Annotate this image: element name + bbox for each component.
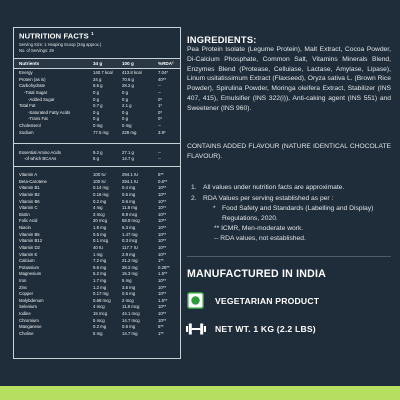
rda-value: 1*: [158, 103, 163, 109]
table-row: [14, 264, 180, 271]
nutrition-title: NUTRITION FACTS $^1$: [19, 31, 94, 41]
table-row: [14, 83, 180, 90]
nutrient-name: Essential Amino Acids: [19, 149, 62, 155]
per-100g-value: 27.1 g: [122, 149, 134, 155]
ingredients-heading: INGREDIENTS:: [187, 34, 257, 45]
table-row: [14, 291, 180, 298]
nutrient-name: Vitamin A: [19, 172, 38, 178]
rda-value: 10**: [158, 311, 167, 317]
nutrient-name: -Trans Fat: [28, 116, 48, 122]
nutrient-name: Vitamin B12: [19, 238, 43, 244]
per-100g-value: 0 g: [122, 116, 128, 122]
header-per-100g: 100 g: [122, 61, 134, 66]
rda-value: 10**: [158, 198, 167, 204]
nutrient-name: Energy: [19, 70, 33, 76]
per-serving-value: 4 mcg: [93, 304, 105, 310]
table-row: [14, 324, 180, 331]
note-2c: -- RDA values, not established.: [214, 235, 306, 242]
rda-value: 10**: [158, 244, 167, 250]
per-serving-value: 1.8 mg: [93, 225, 107, 231]
per-100g-value: 2.9 mg: [122, 251, 136, 257]
nutrient-name: Zinc: [19, 284, 28, 290]
rda-value: 7.04*: [158, 70, 169, 76]
ingredients-text: Pea Protein Isolate (Legume Protein), Malt Extract, Cocoa Powder, Di-Calcium Phosphate, Common Salt, Vitamins Minerals Blend, Enzymes Blend (Protease, Cellulase, Lactase, Amylase, Lipase), Linum usitatissimum Extract (Flaxseed), Oryza sativa L. (Brown Rice Powder), Spirulina Powder, Moringa oleifera Extract, Stabilizer (INS 407, 415), Emulsifier (INS 322(i)), Anti-caking agent (INS 551) and Sweetener (INS 960).: [187, 46, 391, 112]
per-serving-value: 100 IU: [93, 178, 106, 184]
per-100g-value: 8.8 mcg: [122, 211, 138, 217]
per-100g-value: 70.6 g: [122, 76, 134, 82]
note-2a-line1: Food Safety and Standards (Labelling and Display): [222, 205, 374, 212]
rda-value: 10**: [158, 185, 167, 191]
manufactured-in: MANUFACTURED IN INDIA: [187, 268, 326, 280]
per-serving-value: 100 IU: [93, 172, 106, 178]
per-100g-value: 413.8 kcal: [122, 70, 142, 76]
nutrient-name: Copper: [19, 291, 34, 297]
net-weight: NET WT. 1 KG (2.2 LBS): [215, 324, 316, 334]
per-100g-value: 5 mg: [122, 278, 132, 283]
nutrient-name: Total Fat: [19, 103, 36, 109]
per-serving-value: 0.68 mcg: [93, 297, 111, 303]
table-row: [14, 109, 180, 116]
rda-value: 1.5**: [158, 297, 168, 303]
per-100g-value: 294.1 IU: [122, 172, 139, 178]
rda-value: 10**: [158, 284, 167, 290]
table-row: [14, 271, 180, 278]
table-row: [14, 172, 180, 179]
nutrient-name: -Saturated Fatty Acids: [28, 109, 71, 115]
section-divider: [14, 166, 180, 167]
rda-value: 1.5**: [158, 271, 168, 277]
rda-value: 10**: [158, 218, 167, 224]
table-row: [14, 311, 180, 318]
header-rda: %RDA²: [158, 61, 174, 66]
table-row: [14, 258, 180, 265]
per-serving-value: 9.6 g: [93, 83, 103, 89]
table-row: [14, 211, 180, 218]
rda-value: 10**: [158, 211, 167, 217]
per-serving-value: 0.16 mg: [93, 191, 109, 197]
rda-value: --: [158, 149, 161, 155]
table-row: [14, 116, 180, 123]
per-serving-value: 0.5 mg: [93, 231, 107, 237]
rda-value: 10**: [158, 291, 167, 297]
note-2a-mark: *: [213, 205, 216, 212]
rda-value: 10**: [158, 225, 167, 231]
rda-value: 0*: [158, 116, 163, 122]
table-row: [14, 218, 180, 225]
per-100g-value: 228 mg: [122, 129, 137, 135]
nutrition-facts-panel: [13, 27, 181, 359]
rda-value: --: [158, 156, 161, 162]
nutrient-name: Sodium: [19, 129, 34, 135]
rda-value: --: [158, 83, 161, 89]
nutrient-name: Vitamin B6: [19, 198, 40, 204]
per-100g-value: 14.7 mg: [122, 330, 138, 336]
nutrient-name: Chromium: [19, 317, 39, 323]
flavour-statement: CONTAINS ADDED FLAVOUR (NATURE IDENTICAL CHOCOLATE FLAVOUR).: [187, 143, 391, 160]
per-100g-value: 0 g: [122, 89, 128, 95]
nutrient-name: Vitamin B1: [19, 185, 40, 191]
note-1: All values under nutrition facts are approximate.: [203, 184, 345, 191]
per-100g-value: 2.1 g: [122, 103, 132, 109]
per-serving-value: 0 g: [93, 89, 99, 95]
per-serving-value: 40 IU: [93, 244, 104, 250]
nutrient-name: Manganese: [19, 324, 42, 330]
table-row: [14, 205, 180, 212]
rda-value: 10**: [158, 191, 167, 197]
rda-value: 1**: [158, 258, 164, 264]
per-100g-value: 0.4 mg: [122, 185, 136, 191]
table-row: [14, 284, 180, 291]
per-100g-value: 11.8 mg: [122, 205, 138, 211]
table-row: [14, 178, 180, 185]
per-100g-value: 28.2 g: [122, 83, 134, 89]
per-100g-value: 0 mg: [122, 123, 132, 129]
vegetarian-label: VEGETARIAN PRODUCT: [215, 296, 320, 306]
per-100g-value: 11.8 mcg: [122, 304, 140, 310]
per-serving-value: 5 mg: [93, 330, 103, 336]
per-serving-value: 77.5 mg: [93, 129, 109, 135]
per-100g-value: 2 mcg: [122, 297, 134, 303]
per-100g-value: 58.8 mcg: [122, 218, 140, 224]
per-100g-value: 117.7 IU: [122, 244, 138, 250]
rda-value: 40**: [158, 76, 167, 82]
per-serving-value: 1 mg: [93, 251, 103, 257]
rda-value: 10**: [158, 231, 167, 237]
note-2b: ** ICMR, Men-moderate work.: [214, 225, 304, 232]
table-row: [14, 224, 180, 231]
rda-value: 3.9*: [158, 129, 166, 135]
table-row: [14, 330, 180, 337]
per-serving-value: 4 mg: [93, 205, 103, 211]
nutrient-name: Iron: [19, 278, 27, 283]
per-serving-value: 3 mcg: [93, 211, 105, 217]
table-row: [14, 76, 180, 83]
rda-value: 10**: [158, 251, 167, 257]
header-nutrients: Nutrients: [19, 61, 40, 66]
table-header: [14, 58, 180, 69]
nutrient-name: Molybdenum: [19, 297, 44, 303]
nutrient-name: Carbohydrate: [19, 83, 46, 89]
nutrient-name: -Added Sugar: [28, 96, 55, 102]
table-row: [14, 191, 180, 198]
rda-value: 0*: [158, 96, 163, 102]
rda-value: --: [158, 123, 161, 129]
table-row: [14, 198, 180, 205]
nutrient-name: Calcium: [19, 258, 35, 264]
rda-value: 0.6**: [158, 178, 168, 184]
nutrient-name: Vitamin C: [19, 205, 38, 211]
per-serving-value: 1.2 mg: [93, 284, 107, 290]
nutrient-name: Selenium: [19, 304, 37, 310]
servings-count: No. of Servings: 29: [19, 48, 54, 53]
per-100g-value: 14.7 mcg: [122, 317, 140, 323]
note-2: RDA Values per serving established as per :: [203, 195, 334, 202]
rda-value: 1**: [158, 330, 164, 336]
rda-value: 10**: [158, 317, 167, 323]
rda-value: 10**: [158, 304, 167, 310]
table-row: [14, 96, 180, 103]
nutrient-name: Vitamin D2: [19, 244, 40, 250]
per-serving-value: 24 g: [93, 76, 102, 82]
rda-value: 0*: [158, 109, 163, 115]
nutrient-name: Vitamin E: [19, 251, 38, 257]
rda-value: 10**: [158, 205, 167, 211]
table-row: [14, 89, 180, 96]
table-row: [14, 149, 180, 156]
per-serving-value: 1.7 mg: [93, 278, 107, 283]
table-row: [14, 251, 180, 258]
nutrient-name: Choline: [19, 330, 34, 336]
rda-value: 10**: [158, 278, 167, 283]
per-serving-value: 0.14 mg: [93, 185, 109, 191]
per-serving-value: 0 mg: [93, 123, 103, 129]
table-row: [14, 277, 180, 284]
nutrient-name: Protein (as is): [19, 76, 46, 82]
nutrient-name: Potassium: [19, 264, 40, 270]
per-100g-value: 44.1 mcg: [122, 311, 140, 317]
per-100g-value: 14.7 g: [122, 156, 134, 162]
per-serving-value: 0 g: [93, 109, 99, 115]
nutrient-name: Vitamin B5: [19, 231, 40, 237]
per-serving-value: 9.6 mg: [93, 264, 107, 270]
dumbbell-icon: [186, 322, 206, 334]
rda-value: 10**: [158, 238, 167, 244]
accent-strip: [0, 386, 400, 400]
per-100g-value: 294.1 IU: [122, 178, 139, 184]
table-row: [14, 103, 180, 110]
nutrient-name: Beta-Carotene: [19, 178, 47, 184]
nutrient-name: Folic Acid: [19, 218, 38, 224]
per-100g-value: 0 g: [122, 109, 128, 115]
per-100g-value: 0.6 mg: [122, 198, 136, 204]
per-100g-value: 21.2 mg: [122, 258, 138, 264]
per-100g-value: 0.5 mg: [122, 191, 136, 197]
nutrient-name: Biotin: [19, 211, 30, 217]
per-100g-value: 0.6 mg: [122, 324, 136, 330]
nutrient-name: Niacin: [19, 225, 31, 231]
nutrient-name: -of which BCAAs: [24, 156, 57, 162]
note-2-number: 2.: [191, 195, 197, 202]
note-1-number: 1.: [191, 184, 197, 191]
rda-value: 5**: [158, 172, 164, 178]
per-serving-value: 9.2 g: [93, 149, 103, 155]
nutrient-name: Cholesterol: [19, 123, 41, 129]
per-serving-value: 15 mcg: [93, 311, 108, 317]
table-row: [14, 297, 180, 304]
table-row: [14, 70, 180, 77]
per-100g-value: 1.47 mg: [122, 231, 138, 237]
per-100g-value: 5.3 mg: [122, 225, 136, 231]
table-row: [14, 156, 180, 163]
header-per-serving: 34 g: [93, 61, 103, 66]
table-row: [14, 122, 180, 129]
nutrient-name: Vitamin B2: [19, 191, 40, 197]
per-100g-value: 3.5 mg: [122, 284, 136, 290]
table-row: [14, 129, 180, 136]
nutrient-name: -Total Sugar: [24, 89, 48, 95]
per-100g-value: 0.3 mcg: [122, 238, 138, 244]
nutrient-name: Magnesium: [19, 271, 42, 277]
per-serving-value: 0 g: [93, 116, 99, 122]
per-serving-value: 5.2 mg: [93, 271, 107, 277]
nutrient-name: Iodine: [19, 311, 31, 317]
per-serving-value: 140.7 kcal: [93, 70, 113, 76]
per-serving-value: 0.1 mcg: [93, 238, 109, 244]
per-serving-value: 0.7 g: [93, 103, 103, 109]
table-row: [14, 317, 180, 324]
table-row: [14, 238, 180, 245]
per-serving-value: 0.2 mg: [93, 324, 107, 330]
per-serving-value: 0.17 mg: [93, 291, 109, 297]
per-serving-value: 7.2 mg: [93, 258, 107, 264]
table-row: [14, 244, 180, 251]
divider: [187, 256, 391, 257]
per-serving-value: 0 g: [93, 96, 99, 102]
table-row: [14, 231, 180, 238]
per-100g-value: 15.3 mg: [122, 271, 138, 277]
per-serving-value: 0.2 mg: [93, 198, 107, 204]
rda-value: 5**: [158, 324, 164, 330]
rda-value: --: [158, 89, 161, 95]
note-2a-line2: Regulations, 2020.: [222, 215, 278, 222]
per-serving-value: 20 mcg: [93, 218, 108, 224]
serving-size: Serving Size: 1 Heaping Scoop (34g approx.): [19, 42, 102, 47]
per-serving-value: 5 g: [93, 156, 99, 162]
rda-value: 0.28**: [158, 264, 170, 270]
per-serving-value: 5 mcg: [93, 317, 105, 323]
section-divider: [14, 143, 180, 144]
per-100g-value: 28.2 mg: [122, 264, 138, 270]
table-row: [14, 185, 180, 192]
table-row: [14, 304, 180, 311]
vegetarian-mark-icon: [187, 292, 204, 309]
per-100g-value: 0.5 mg: [122, 291, 136, 297]
per-100g-value: 0 g: [122, 96, 128, 102]
